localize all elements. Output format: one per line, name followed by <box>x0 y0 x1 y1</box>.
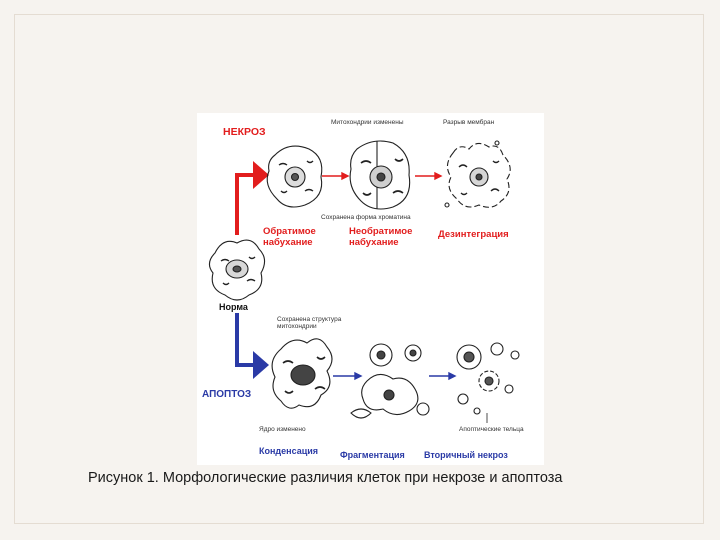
stage-irreversible-line2: набухание <box>349 236 399 248</box>
stage-reversible-line1: Обратимое <box>263 226 316 237</box>
stage-irreversible-swelling <box>349 227 412 249</box>
necrosis-title: НЕКРОЗ <box>223 126 266 138</box>
cell-death-figure <box>197 113 544 465</box>
apoptosis-title: АПОПТОЗ <box>202 389 252 400</box>
note-mitochondria-structure <box>277 316 341 331</box>
apoptosis-arrow <box>237 313 269 379</box>
apoptosis-cell-secondary-necrosis <box>457 343 519 423</box>
figure-drawing <box>197 113 544 465</box>
note-membrane-rupture: Разрыв мембран <box>443 119 495 126</box>
stage-disintegration: Дезинтеграция <box>438 229 509 240</box>
stage-reversible-line2: набухание <box>263 236 313 248</box>
necrosis-cell-disintegration <box>445 141 510 207</box>
figure-caption: Рисунок 1. Морфологические различия клеток при некрозе и апоптоза <box>88 470 563 486</box>
note-chromatin-preserved: Сохранена форма хроматина <box>321 214 411 221</box>
stage-fragmentation: Фрагментация <box>340 450 405 460</box>
apoptosis-step-arrows <box>333 373 455 379</box>
note-mitochondria-structure-line1: Сохранена структура <box>277 316 342 323</box>
apoptosis-cell-condensation <box>272 339 332 408</box>
stage-condensation: Конденсация <box>259 446 319 456</box>
note-mitochondria-structure-line2: митохондрии <box>277 323 317 331</box>
note-mitochondria-changed: Митохондрии изменены <box>331 119 404 126</box>
stage-irreversible-line1: Необратимое <box>349 226 413 237</box>
stage-secondary-necrosis: Вторичный некроз <box>424 450 508 460</box>
stage-reversible-swelling <box>263 227 316 249</box>
necrosis-cell-irreversible <box>350 141 410 209</box>
necrosis-arrow <box>237 161 269 235</box>
apoptosis-cell-fragmentation <box>351 344 429 418</box>
necrosis-cell-reversible <box>267 146 322 207</box>
note-apoptotic-bodies: Апоптические тельца <box>459 426 524 433</box>
normal-cell <box>209 240 264 300</box>
note-nucleus-changed: Ядро изменено <box>259 426 306 433</box>
norm-label: Норма <box>219 302 248 312</box>
